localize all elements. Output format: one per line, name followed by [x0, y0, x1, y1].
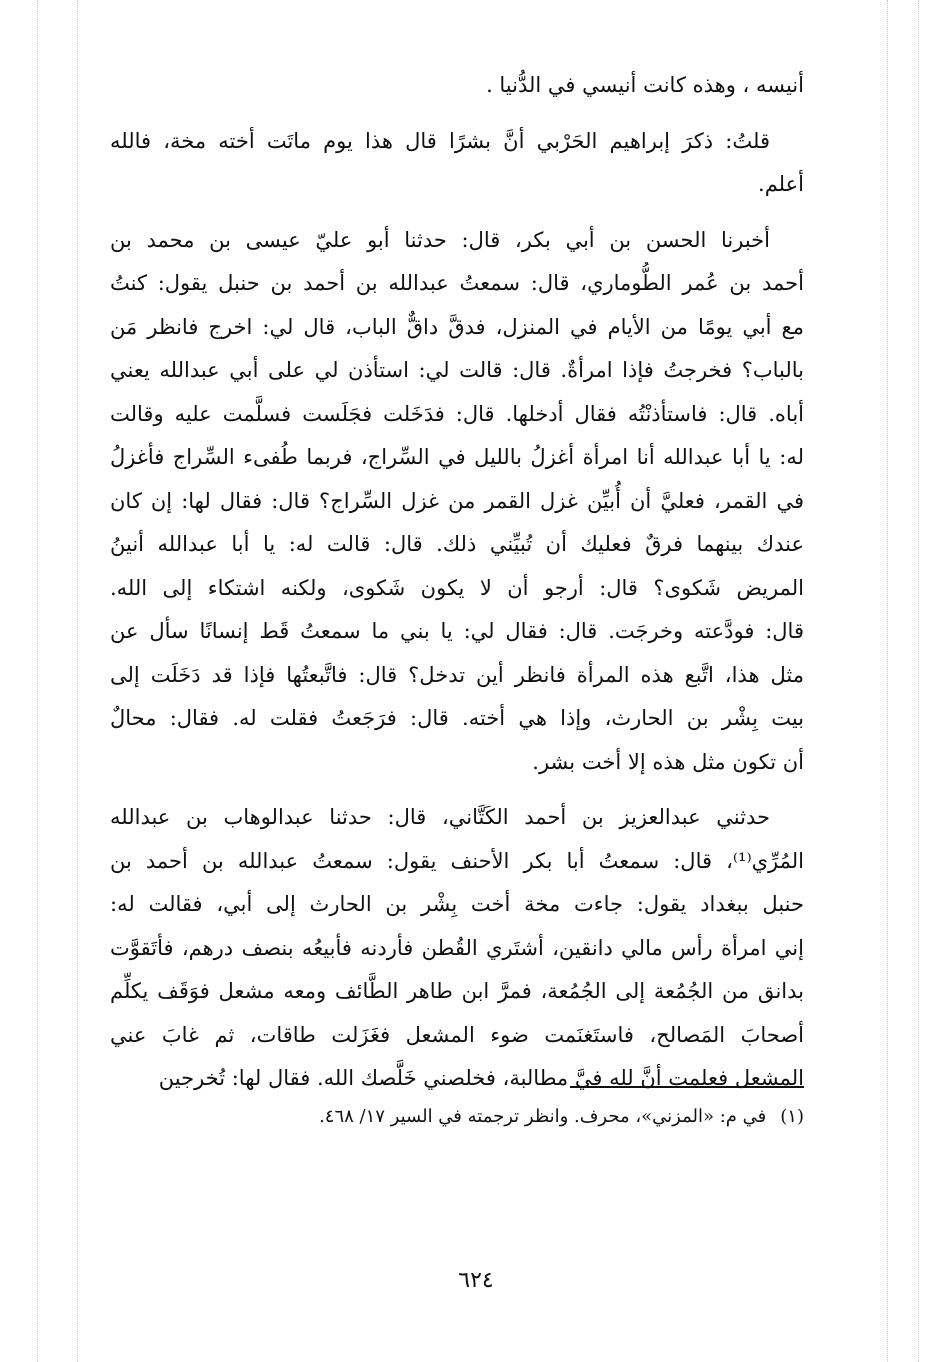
- text-line: بيت بِشْر بن الحارث، وإذا هي أخته. قال: فرَجَعتُ فقلت له. فقال: محالٌ: [110, 706, 804, 730]
- text-line: المشعل فعلمت أنَّ لله فيَّ مطالبة، فخلصني خَلَّصك الله. فقال لها: تُخرجين: [158, 1066, 804, 1090]
- text-line: المُرِّي⁽¹⁾، قال: سمعتُ أبا بكر الأحنف يقول: سمعتُ عبدالله بن أحمد بن: [110, 848, 804, 873]
- scan-edge-line: [77, 0, 78, 1362]
- text-line: أصحابَ المَصالح، فاستَغنَمت ضوء المشعل فغَزَلت طاقات، ثم غابَ عني: [110, 1022, 804, 1047]
- scan-edge-line: [37, 0, 38, 1362]
- text-line: أخبرنا الحسن بن أبي بكر، قال: حدثنا أبو عليّ عيسى بن محمد بن: [110, 227, 770, 252]
- text-line: أن تكون مثل هذه إلا أخت بشر.: [532, 749, 804, 774]
- text-line: إني امرأة رأس مالي دانقين، أشتَري القُطن فأردنه فأبيعُه بنصف درهم، فأتَقوَّت: [110, 935, 804, 960]
- text-line: بالباب؟ فخرجتُ فإذا امرأةٌ. قال: قالت لي: استأذن لي على أبي عبدالله يعني: [110, 358, 804, 382]
- scan-edge-line: [887, 0, 888, 1362]
- text-line: أباه. قال: فاستأذنْتُه فقال أدخلها. قال: فدَخَلت فجَلَست فسلَّمت عليه وقالت: [110, 401, 804, 426]
- text-line: مثل هذا، اتَّبع هذه المرأة فانظر أين تدخل؟ قال: فاتَّبعتُها فإذا قد دَخَلَت إلى: [110, 662, 804, 687]
- text-line: قلتُ: ذكرَ إبراهيم الحَرْبي أنَّ بشرًا قال هذا يوم ماتَت أخته مخة، فالله: [110, 128, 770, 153]
- scan-edge-line: [918, 0, 919, 1362]
- text-line: أحمد بن عُمر الطُّوماري، قال: سمعتُ عبدالله بن أحمد بن حنبل يقول: كنتُ: [110, 271, 804, 295]
- footnote-number: (١): [780, 1106, 804, 1127]
- paragraph: [110, 796, 804, 1101]
- footnote-text: في م: «المزني»، محرف. وانظر ترجمته في السير ١٧/ ٤٦٨.: [319, 1106, 767, 1127]
- paragraph: [110, 219, 804, 785]
- text-line: عندك بينهما فرقٌ فعليك أن تُبيِّني ذلك. قال: قالت له: يا أبا عبدالله أنينُ: [110, 532, 804, 556]
- footnote-separator: [570, 1086, 804, 1088]
- text-line: أنيسه ، وهذه كانت أنيسي في الدُّنيا .: [486, 73, 804, 97]
- text-line: له: يا أبا عبدالله أنا امرأة أغزلُ بالليل في السِّراج، فربما طُفىء السِّراج فأغزلُ: [110, 445, 804, 469]
- text-line: حدثني عبدالعزيز بن أحمد الكَتَّاني، قال: حدثنا عبدالوهاب بن عبدالله: [110, 805, 770, 829]
- body-text: [110, 64, 804, 1113]
- text-line: أعلم.: [758, 172, 804, 196]
- text-line: المريض شَكوى؟ قال: أرجو أن لا يكون شَكوى، ولكنه اشتكاء إلى الله.: [110, 575, 804, 600]
- text-line: في القمر، فعليَّ أن أُبيِّن غزل القمر من غزل السِّراج؟ قال: فقال لها: إن كان: [110, 488, 804, 513]
- footnote: [319, 1106, 804, 1127]
- paragraph: [110, 120, 804, 207]
- page-number: ٦٢٤: [458, 1268, 494, 1293]
- text-line: مع أبي يومًا من الأيام في المنزل، فدقَّ داقٌّ الباب، قال لي: اخرج فانظر مَن: [110, 314, 804, 339]
- text-line: قال: فودَّعته وخرجَت. قال: فقال لي: يا بني ما سمعتُ قَط إنسانًا سأل عن: [110, 619, 804, 643]
- text-line: حنبل ببغداد يقول: جاءت مخة أخت بِشْر بن الحارث إلى أبي، فقالت له:: [110, 892, 804, 916]
- text-line: بدانق من الجُمُعة إلى الجُمُعة، فمرَّ ابن طاهر الطَّائف ومعه مشعل فوَقَف يكلِّم: [110, 979, 804, 1003]
- paragraph: [110, 64, 804, 108]
